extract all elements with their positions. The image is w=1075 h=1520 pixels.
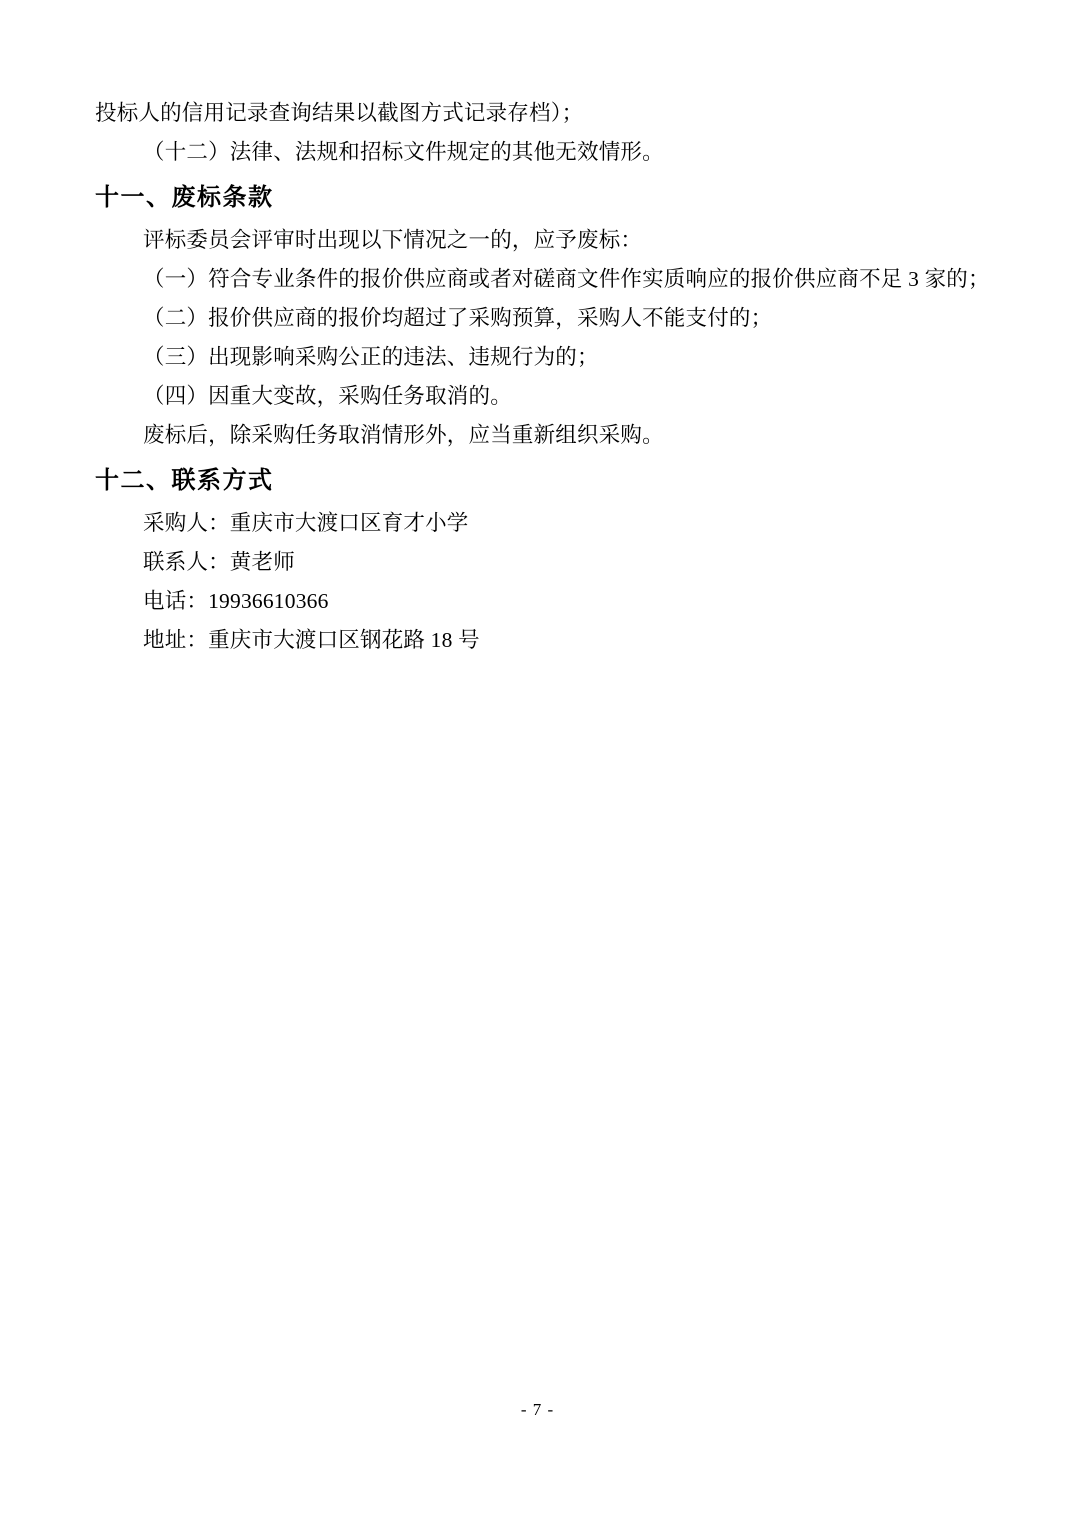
paragraph-telephone: 电话：19936610366 — [143, 589, 329, 613]
paragraph-clause-two: （二）报价供应商的报价均超过了采购预算，采购人不能支付的； — [143, 306, 773, 330]
paragraph-item-twelve: （十二）法律、法规和招标文件规定的其他无效情形。 — [143, 140, 664, 164]
section-heading-eleven: 十一、废标条款 — [95, 185, 274, 211]
paragraph-clause-one: （一）符合专业条件的报价供应商或者对磋商文件作实质响应的报价供应商不足 3 家的； — [143, 267, 990, 291]
paragraph-purchaser: 采购人：重庆市大渡口区育才小学 — [143, 511, 469, 535]
page-number-footer: - 7 - — [520, 1400, 555, 1419]
document-body — [95, 95, 990, 661]
paragraph-after-failed-bid: 废标后，除采购任务取消情形外，应当重新组织采购。 — [143, 423, 664, 447]
paragraph-credit-record: 投标人的信用记录查询结果以截图方式记录存档）； — [95, 101, 584, 125]
paragraph-clause-four: （四）因重大变故，采购任务取消的。 — [143, 384, 512, 408]
paragraph-clause-three: （三）出现影响采购公正的违法、违规行为的； — [143, 345, 599, 369]
paragraph-review-committee: 评标委员会评审时出现以下情况之一的，应予废标： — [143, 228, 643, 252]
paragraph-contact-person: 联系人：黄老师 — [143, 550, 295, 574]
section-heading-twelve: 十二、联系方式 — [95, 468, 274, 494]
paragraph-address: 地址：重庆市大渡口区钢花路 18 号 — [143, 628, 480, 652]
